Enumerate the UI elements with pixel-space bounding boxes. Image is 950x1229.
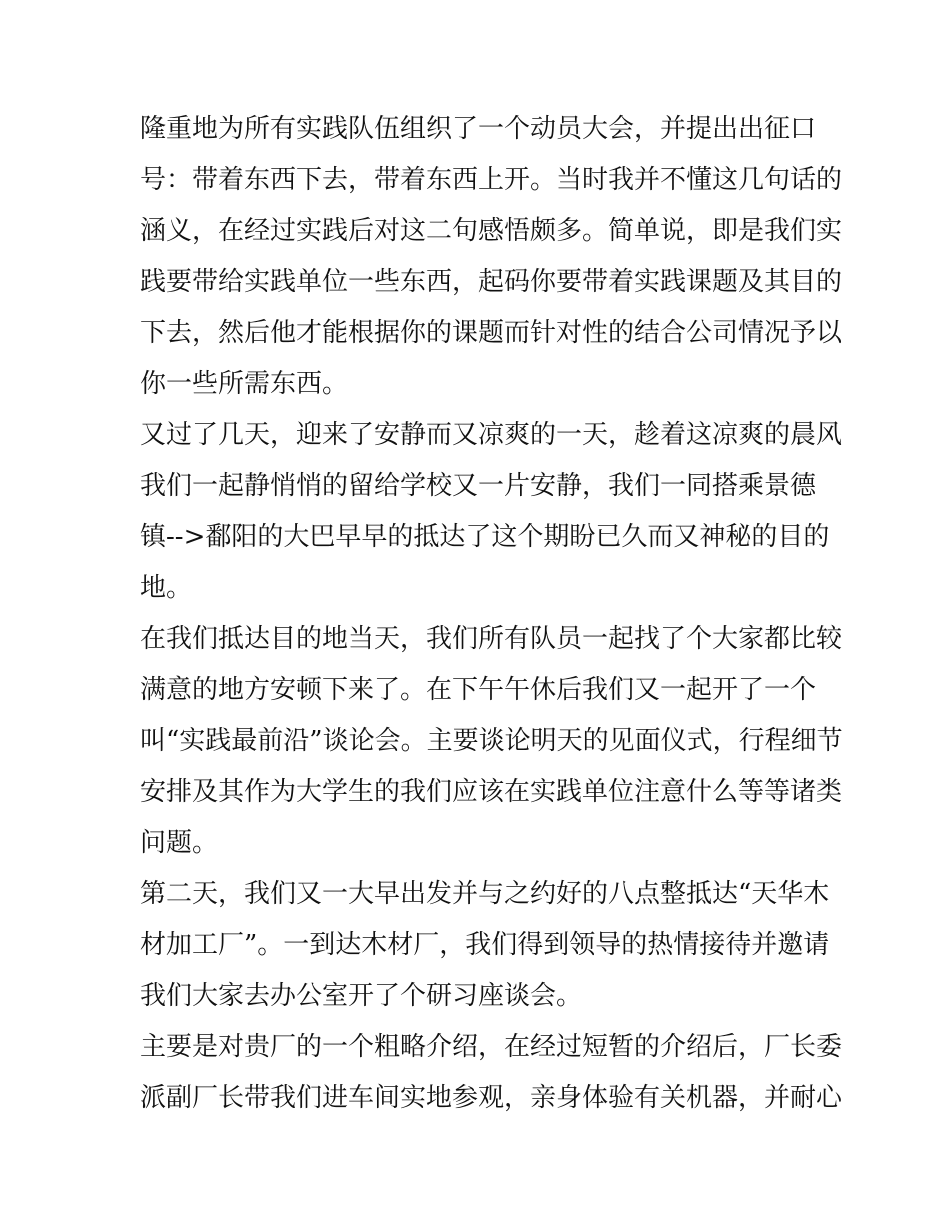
text-line: 叫“实践最前沿”谈论会。主要谈论明天的见面仪式，行程细节 — [140, 726, 843, 756]
text-line: 第二天，我们又一大早出发并与之约好的八点整抵达“天华木 — [140, 879, 830, 909]
text-line: 地。 — [140, 573, 193, 603]
text-line: 又过了几天，迎来了安静而又凉爽的一天，趁着这凉爽的晨风 — [140, 420, 843, 450]
body-text — [140, 104, 843, 1124]
text-line: 涵义，在经过实践后对这二句感悟颇多。简单说，即是我们实 — [140, 216, 843, 246]
text-line: 派副厂长带我们进车间实地参观，亲身体验有关机器，并耐心 — [140, 1083, 843, 1113]
text-line: 我们大家去办公室开了个研习座谈会。 — [140, 981, 583, 1011]
text-line: 安排及其作为大学生的我们应该在实践单位注意什么等等诸类 — [140, 777, 843, 807]
text-line: 我们一起静悄悄的留给学校又一片安静，我们一同搭乘景德 — [140, 471, 817, 501]
text-line: 践要带给实践单位一些东西，起码你要带着实践课题及其目的 — [140, 267, 843, 297]
text-line: 隆重地为所有实践队伍组织了一个动员大会，并提出出征口 — [140, 114, 817, 144]
text-line: 镇-->鄱阳的大巴早早的抵达了这个期盼已久而又神秘的目的 — [140, 522, 830, 552]
text-line: 材加工厂”。一到达木材厂，我们得到领导的热情接待并邀请 — [140, 930, 830, 960]
text-line: 主要是对贵厂的一个粗略介绍，在经过短暂的介绍后，厂长委 — [140, 1032, 843, 1062]
text-line: 满意的地方安顿下来了。在下午午休后我们又一起开了一个 — [140, 675, 817, 705]
text-line: 号：带着东西下去，带着东西上开。当时我并不懂这几句话的 — [140, 165, 843, 195]
text-line: 问题。 — [140, 828, 219, 858]
text-line: 在我们抵达目的地当天，我们所有队员一起找了个大家都比较 — [140, 624, 843, 654]
text-line: 你一些所需东西。 — [140, 369, 349, 399]
text-line: 下去，然后他才能根据你的课题而针对性的结合公司情况予以 — [140, 318, 843, 348]
